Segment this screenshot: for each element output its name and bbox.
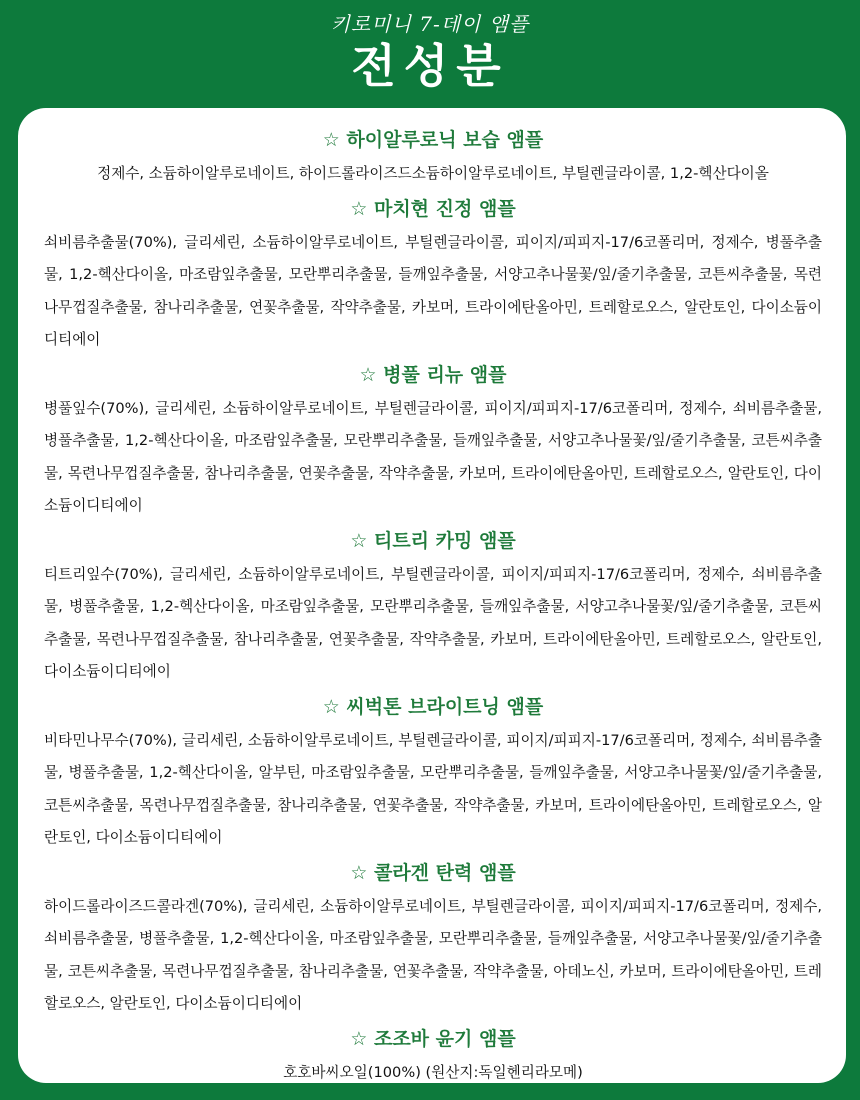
section-hyaluronic <box>44 126 822 191</box>
section-ingredients: 하이드롤라이즈드콜라겐(70%), 글리세린, 소듐하이알루로네이트, 부틸렌글라이콜, 피이지/피피지-17/6코폴리머, 정제수, 쇠비름추출물, 병풀추출물, 1,2-헥산다이올, 마조람잎추출물, 모란뿌리추출물, 들깨잎추출물, 서양고추나물꽃/잎/줄기추출물, 코튼씨추출물, 목련나무껍질추출물, 참나리추출물, 연꽃추출물, 작약추출물, 아데노신, 카보머, 트라이에탄올아민, 트레할로오스, 알란토인, 다이소듐이디티에이 <box>44 897 822 1012</box>
section-title: ☆ 마치현 진정 앰플 <box>350 197 516 220</box>
section-ingredients: 정제수, 소듐하이알루로네이트, 하이드롤라이즈드소듐하이알루로네이트, 부틸렌글라이콜, 1,2-헥산다이올 <box>97 165 769 182</box>
ingredients-card <box>18 108 846 1083</box>
page-title: 전성분 <box>351 39 509 93</box>
section-purslane <box>44 195 822 357</box>
section-ingredients: 티트리잎수(70%), 글리세린, 소듐하이알루로네이트, 부틸렌글라이콜, 피이지/피피지-17/6코폴리머, 정제수, 쇠비름추출물, 병풀추출물, 1,2-헥산다이올, 마조람잎추출물, 모란뿌리추출물, 들깨잎추출물, 서양고추나물꽃/잎/줄기추출물, 코튼씨추출물, 목련나무껍질추출물, 참나리추출물, 연꽃추출물, 작약추출물, 카보머, 트라이에탄올아민, 트레할로오스, 알란토인, 다이소듐이디티에이 <box>44 565 822 680</box>
section-ingredients: 호호바씨오일(100%) (원산지:독일헨리라모메) <box>283 1063 583 1081</box>
section-ingredients: 쇠비름추출물(70%), 글리세린, 소듐하이알루로네이트, 부틸렌글라이콜, 피이지/피피지-17/6코폴리머, 정제수, 병풀추출물, 1,2-헥산다이올, 마조람잎추출물, 모란뿌리추출물, 들깨잎추출물, 서양고추나물꽃/잎/줄기추출물, 코튼씨추출물, 목련나무껍질추출물, 참나리추출물, 연꽃추출물, 작약추출물, 카보머, 트라이에탄올아민, 트레할로오스, 알란토인, 다이소듐이디티에이 <box>44 233 822 348</box>
section-title: ☆ 씨벅톤 브라이트닝 앰플 <box>322 695 544 718</box>
section-seabuckthorn <box>44 693 822 855</box>
section-title: ☆ 병풀 리뉴 앰플 <box>359 363 507 386</box>
section-title: ☆ 티트리 카밍 앰플 <box>350 529 516 552</box>
section-collagen <box>44 859 822 1021</box>
section-title: ☆ 콜라겐 탄력 앰플 <box>350 861 516 884</box>
page-header <box>0 0 860 108</box>
section-title: ☆ 조조바 윤기 앰플 <box>350 1027 516 1050</box>
product-subtitle: 키로미니 7-데이 앰플 <box>330 12 530 36</box>
section-title: ☆ 하이알루로닉 보습 앰플 <box>322 129 544 151</box>
section-centella <box>44 361 822 523</box>
section-ingredients: 비타민나무수(70%), 글리세린, 소듐하이알루로네이트, 부틸렌글라이콜, 피이지/피피지-17/6코폴리머, 정제수, 쇠비름추출물, 병풀추출물, 1,2-헥산다이올, 알부틴, 마조람잎추출물, 모란뿌리추출물, 들깨잎추출물, 서양고추나물꽃/잎/줄기추출물, 코튼씨추출물, 목련나무껍질추출물, 참나리추출물, 연꽃추출물, 작약추출물, 카보머, 트라이에탄올아민, 트레할로오스, 알란토인, 다이소듐이디티에이 <box>44 731 822 846</box>
section-ingredients: 병풀잎수(70%), 글리세린, 소듐하이알루로네이트, 부틸렌글라이콜, 피이지/피피지-17/6코폴리머, 정제수, 쇠비름추출물, 병풀추출물, 1,2-헥산다이올, 마조람잎추출물, 모란뿌리추출물, 들깨잎추출물, 서양고추나물꽃/잎/줄기추출물, 코튼씨추출물, 목련나무껍질추출물, 참나리추출물, 연꽃추출물, 작약추출물, 카보머, 트라이에탄올아민, 트레할로오스, 알란토인, 다이소듐이디티에이 <box>44 399 822 514</box>
section-jojoba <box>44 1025 822 1084</box>
section-teatree <box>44 527 822 689</box>
